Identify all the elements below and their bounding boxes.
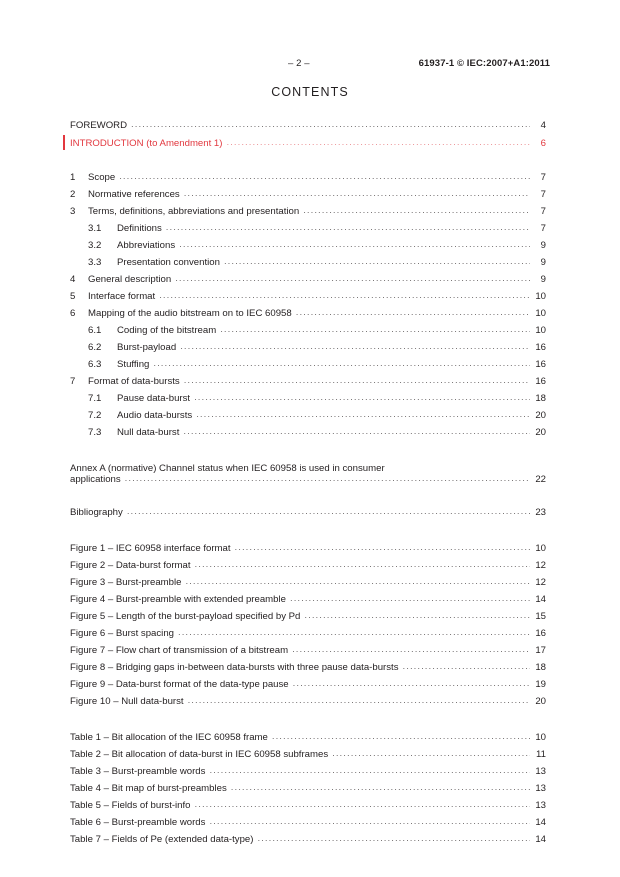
toc-page-number: 10 (535, 324, 546, 336)
toc-entry-annex-a[interactable] (70, 460, 546, 488)
toc-entry-subclause[interactable] (70, 356, 546, 373)
toc-label: Coding of the bitstream (117, 324, 217, 336)
toc-page-number: 14 (535, 833, 546, 845)
toc-page-number: 10 (535, 542, 546, 554)
toc-label: Figure 1 – IEC 60958 interface format (70, 542, 231, 554)
toc-entry-clause[interactable] (70, 373, 546, 390)
toc-entry-introduction[interactable] (70, 135, 546, 153)
toc-entry-subclause[interactable] (70, 390, 546, 407)
dot-leader (183, 426, 530, 435)
spacer (70, 488, 546, 504)
toc-entry-subclause[interactable] (70, 220, 546, 237)
dot-leader (185, 576, 530, 585)
clause-number: 3 (70, 205, 76, 217)
dot-leader (224, 256, 530, 265)
toc-label: INTRODUCTION (to Amendment 1) (70, 138, 223, 150)
toc-label: Figure 8 – Bridging gaps in-between data-bursts with three pause data-bursts (70, 661, 399, 673)
toc-label: General description (88, 273, 172, 285)
dot-leader (196, 409, 530, 418)
toc-entry-figure[interactable] (70, 693, 546, 710)
toc-label: Figure 5 – Length of the burst-payload specified by Pd (70, 610, 301, 622)
toc-page-number: 10 (535, 307, 546, 319)
spacer (70, 710, 546, 729)
dot-leader (131, 119, 530, 128)
toc-label: Stuffing (117, 358, 150, 370)
clause-number: 7 (70, 375, 76, 387)
toc-label: Definitions (117, 222, 162, 234)
toc-page-number: 15 (535, 610, 546, 622)
dot-leader (332, 748, 530, 757)
toc-page-number: 9 (540, 239, 546, 251)
dot-leader (188, 695, 530, 704)
toc-label: Table 1 – Bit allocation of the IEC 60958 frame (70, 731, 268, 743)
clause-number: 7.1 (88, 392, 102, 404)
clause-group (70, 169, 546, 441)
dot-leader (184, 188, 530, 197)
dot-leader (293, 678, 530, 687)
clause-number: 3.3 (88, 256, 102, 268)
dot-leader (403, 661, 530, 670)
toc-entry-foreword[interactable] (70, 117, 546, 135)
toc-page-number: 14 (535, 593, 546, 605)
toc-label: Table 5 – Fields of burst-info (70, 799, 191, 811)
clause-number: 2 (70, 188, 76, 200)
dot-leader (180, 341, 530, 350)
clause-number: 7.2 (88, 409, 102, 421)
toc-entry-table[interactable] (70, 797, 546, 814)
dot-leader (127, 506, 530, 515)
dot-leader (125, 473, 530, 482)
toc-page-number: 23 (535, 506, 546, 518)
toc-label: Figure 3 – Burst-preamble (70, 576, 182, 588)
page-title: CONTENTS (271, 85, 349, 99)
dot-leader (119, 171, 530, 180)
toc-page-number: 13 (535, 799, 546, 811)
toc-page-number: 7 (540, 171, 546, 183)
dot-leader (226, 137, 530, 146)
page-folio: – 2 – (288, 58, 310, 69)
toc-page-number: 10 (535, 290, 546, 302)
dot-leader (231, 782, 530, 791)
toc-label: Mapping of the audio bitstream on to IEC 60958 (88, 307, 292, 319)
clause-number: 4 (70, 273, 76, 285)
toc-page-number: 9 (540, 256, 546, 268)
toc-entry-table[interactable] (70, 831, 546, 848)
toc-entry-figure[interactable] (70, 540, 546, 557)
toc-label: Abbreviations (117, 239, 176, 251)
toc-label: Table 3 – Burst-preamble words (70, 765, 206, 777)
toc-label: Figure 6 – Burst spacing (70, 627, 174, 639)
toc-page-number: 10 (535, 731, 546, 743)
toc-entry-figure[interactable] (70, 574, 546, 591)
toc-page-number: 20 (535, 695, 546, 707)
toc-page-number: 18 (535, 392, 546, 404)
toc-label: Pause data-burst (117, 392, 191, 404)
clause-number: 1 (70, 171, 76, 183)
toc-entry-subclause[interactable] (70, 254, 546, 271)
toc-page-number: 4 (540, 120, 546, 132)
toc-page-number: 19 (535, 678, 546, 690)
spacer (70, 153, 546, 169)
toc-page-number: 12 (535, 559, 546, 571)
dot-leader (159, 290, 530, 299)
toc-entry-figure[interactable] (70, 676, 546, 693)
document-reference: 61937-1 © IEC:2007+A1:2011 (418, 58, 550, 69)
dot-leader (184, 375, 530, 384)
toc-page-number: 20 (535, 409, 546, 421)
table-list (70, 729, 546, 848)
dot-leader (179, 239, 530, 248)
toc-page-number: 7 (540, 188, 546, 200)
toc-page-number: 12 (535, 576, 546, 588)
clause-number: 7.3 (88, 426, 102, 438)
toc-entry-clause[interactable] (70, 169, 546, 186)
toc-label: FOREWORD (70, 120, 128, 132)
toc-label: Table 7 – Fields of Pe (extended data-type) (70, 833, 254, 845)
toc-entry-clause[interactable] (70, 305, 546, 322)
toc-label: Terms, definitions, abbreviations and presentation (88, 205, 300, 217)
dot-leader (153, 358, 530, 367)
toc-label: Figure 2 – Data-burst format (70, 559, 191, 571)
toc-page-number: 6 (540, 138, 546, 150)
toc-page-number: 16 (535, 341, 546, 353)
table-of-contents (70, 117, 546, 848)
toc-page-number: 7 (540, 205, 546, 217)
toc-page-number: 20 (535, 426, 546, 438)
dot-leader (257, 833, 530, 842)
dot-leader (290, 593, 530, 602)
toc-label: Table 4 – Bit map of burst-preambles (70, 782, 227, 794)
toc-entry-clause[interactable] (70, 186, 546, 203)
toc-entry-subclause[interactable] (70, 322, 546, 339)
front-matter-group (70, 117, 546, 153)
dot-leader (235, 542, 530, 551)
clause-number: 6.1 (88, 324, 102, 336)
toc-entry-figure[interactable] (70, 642, 546, 659)
toc-label: Null data-burst (117, 426, 180, 438)
dot-leader (175, 273, 530, 282)
dot-leader (178, 627, 530, 636)
toc-page-number: 9 (540, 273, 546, 285)
toc-entry-subclause[interactable] (70, 424, 546, 441)
toc-entry-bibliography[interactable] (70, 504, 546, 521)
dot-leader (194, 392, 530, 401)
toc-page-number: 13 (535, 782, 546, 794)
dot-leader (304, 610, 530, 619)
toc-entry-clause[interactable] (70, 271, 546, 288)
clause-number: 5 (70, 290, 76, 302)
dot-leader (220, 324, 530, 333)
dot-leader (166, 222, 530, 231)
clause-number: 6.3 (88, 358, 102, 370)
toc-entry-clause[interactable] (70, 203, 546, 220)
toc-page-number: 16 (535, 375, 546, 387)
clause-number: 3.2 (88, 239, 102, 251)
toc-page-number: 13 (535, 765, 546, 777)
toc-entry-subclause[interactable] (70, 237, 546, 254)
toc-entry-subclause[interactable] (70, 339, 546, 356)
amendment-change-bar (63, 135, 65, 150)
toc-label: Scope (88, 171, 116, 183)
running-header (70, 58, 550, 72)
toc-entry-clause[interactable] (70, 288, 546, 305)
dot-leader (209, 816, 530, 825)
toc-label: Table 2 – Bit allocation of data-burst in IEC 60958 subframes (70, 748, 329, 760)
toc-entry-figure[interactable] (70, 557, 546, 574)
toc-entry-table[interactable] (70, 729, 546, 746)
toc-label-continued: applications (70, 473, 121, 485)
toc-label: Figure 7 – Flow chart of transmission of a bitstream (70, 644, 289, 656)
toc-page-number: 16 (535, 627, 546, 639)
toc-label: Table 6 – Burst-preamble words (70, 816, 206, 828)
toc-label: Figure 4 – Burst-preamble with extended preamble (70, 593, 286, 605)
toc-annex-second-line (70, 474, 546, 485)
toc-page-number: 18 (535, 661, 546, 673)
toc-page-number: 17 (535, 644, 546, 656)
toc-label: Format of data-bursts (88, 375, 180, 387)
toc-label: Annex A (normative) Channel status when IEC 60958 is used in consumer (70, 462, 385, 474)
toc-label: Audio data-bursts (117, 409, 193, 421)
toc-entry-table[interactable] (70, 814, 546, 831)
figure-list (70, 540, 546, 710)
clause-number: 3.1 (88, 222, 102, 234)
toc-page-number: 7 (540, 222, 546, 234)
toc-label: Burst-payload (117, 341, 177, 353)
toc-entry-table[interactable] (70, 780, 546, 797)
toc-label: Figure 9 – Data-burst format of the data-type pause (70, 678, 289, 690)
toc-entry-figure[interactable] (70, 659, 546, 676)
clause-number: 6 (70, 307, 76, 319)
dot-leader (303, 205, 530, 214)
dot-leader (296, 307, 530, 316)
dot-leader (209, 765, 530, 774)
toc-entry-figure[interactable] (70, 625, 546, 642)
toc-entry-table[interactable] (70, 763, 546, 780)
toc-entry-subclause[interactable] (70, 407, 546, 424)
clause-number: 6.2 (88, 341, 102, 353)
toc-page-number: 22 (535, 473, 546, 485)
dot-leader (195, 559, 530, 568)
toc-page-number: 11 (536, 748, 546, 760)
toc-entry-figure[interactable] (70, 608, 546, 625)
toc-page-number: 16 (535, 358, 546, 370)
dot-leader (292, 644, 530, 653)
toc-entry-table[interactable] (70, 746, 546, 763)
toc-page-number: 14 (535, 816, 546, 828)
spacer (70, 521, 546, 540)
spacer (70, 441, 546, 460)
toc-label: Bibliography (70, 506, 123, 518)
toc-label: Presentation convention (117, 256, 220, 268)
dot-leader (195, 799, 530, 808)
toc-label: Figure 10 – Null data-burst (70, 695, 184, 707)
toc-label: Interface format (88, 290, 156, 302)
toc-label: Normative references (88, 188, 180, 200)
toc-entry-figure[interactable] (70, 591, 546, 608)
dot-leader (272, 731, 530, 740)
